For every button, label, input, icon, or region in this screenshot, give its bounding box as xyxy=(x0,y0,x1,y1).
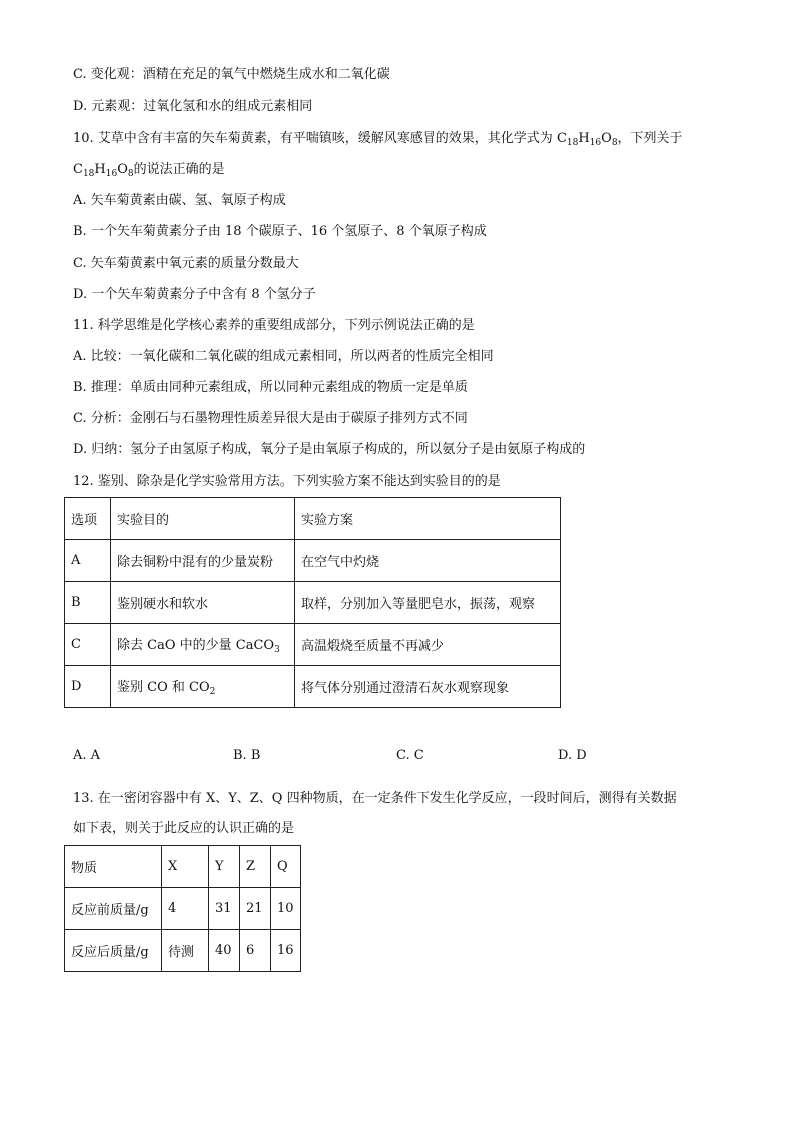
table-cell: D xyxy=(65,666,111,708)
table-row xyxy=(65,888,301,930)
table-header-cell: 物质 xyxy=(65,846,162,888)
table-cell: 反应前质量/g xyxy=(65,888,162,930)
q11-stem: 11. 科学思维是化学核心素养的重要组成部分，下列示例说法正确的是 xyxy=(73,318,475,333)
cell-text: 鉴别 CO 和 CO xyxy=(117,680,210,695)
q13-stem-line2: 如下表，则关于此反应的认识正确的是 xyxy=(73,821,295,836)
table-row xyxy=(65,624,561,666)
table-header-row xyxy=(65,498,561,540)
table-cell: 反应后质量/g xyxy=(65,930,162,972)
table-header-cell: Y xyxy=(209,846,240,888)
table-row xyxy=(65,582,561,624)
table-cell: B xyxy=(65,582,111,624)
table-cell: 16 xyxy=(271,930,301,972)
cell-text: 除去 CaO 中的少量 CaCO xyxy=(117,638,275,653)
table-cell: 除去铜粉中混有的少量炭粉 xyxy=(111,540,295,582)
table-header-cell: Q xyxy=(271,846,301,888)
table-header-cell: Z xyxy=(240,846,271,888)
q10-stem-post: ，下列关于 xyxy=(617,131,683,146)
table-cell xyxy=(111,666,295,708)
prev-option-d: D. 元素观：过氧化氢和水的组成元素相同 xyxy=(73,99,313,114)
q10-stem-text: 10. 艾草中含有丰富的矢车菊黄素，有平喘镇咳，缓解风寒感冒的效果，其化学式为 C xyxy=(73,131,567,146)
table-header-cell: 实验目的 xyxy=(111,498,295,540)
q12-answer-a: A. A xyxy=(73,748,101,763)
table-cell: 将气体分别通过澄清石灰水观察现象 xyxy=(295,666,561,708)
table-cell: 高温煅烧至质量不再减少 xyxy=(295,624,561,666)
prev-option-c: C. 变化观：酒精在充足的氧气中燃烧生成水和二氧化碳 xyxy=(73,67,390,82)
table-header-row xyxy=(65,846,301,888)
q10-formula2-sub-o: 8 xyxy=(127,169,134,179)
q10-formula-sub-o: 8 xyxy=(611,138,618,148)
table-cell: 21 xyxy=(240,888,271,930)
q10-formula2-sub-h: 16 xyxy=(105,169,118,179)
q13-table xyxy=(64,845,301,972)
table-cell: 10 xyxy=(271,888,301,930)
q12-table xyxy=(64,497,561,708)
q10-formula-h: H xyxy=(578,131,590,146)
table-row xyxy=(65,540,561,582)
table-cell: 4 xyxy=(162,888,209,930)
table-cell: C xyxy=(65,624,111,666)
q12-answer-d: D. D xyxy=(558,748,587,763)
table-header-cell: 选项 xyxy=(65,498,111,540)
q10-formula2-o: O xyxy=(117,162,128,177)
q10-formula-sub-c: 18 xyxy=(566,138,579,148)
subscript: 2 xyxy=(209,687,216,697)
subscript: 3 xyxy=(274,645,280,655)
table-cell: 40 xyxy=(209,930,240,972)
q12-answer-c: C. C xyxy=(396,748,424,763)
table-cell: 在空气中灼烧 xyxy=(295,540,561,582)
q10-option-c: C. 矢车菊黄素中氧元素的质量分数最大 xyxy=(73,256,299,271)
q10-stem-line2-text: 的说法正确的是 xyxy=(133,162,225,177)
q10-formula-o: O xyxy=(601,131,612,146)
q10-option-d: D. 一个矢车菊黄素分子中含有 8 个氢分子 xyxy=(73,287,316,302)
table-cell: 31 xyxy=(209,888,240,930)
table-cell: 鉴别硬水和软水 xyxy=(111,582,295,624)
table-cell: 取样，分别加入等量肥皂水，振荡，观察 xyxy=(295,582,561,624)
table-row xyxy=(65,666,561,708)
q10-formula2-sub-c: 18 xyxy=(82,169,95,179)
table-cell: 6 xyxy=(240,930,271,972)
q11-option-d: D. 归纳：氢分子由氢原子构成，氧分子是由氧原子构成的，所以氨分子是由氨原子构成的 xyxy=(73,442,586,457)
q11-option-b: B. 推理：单质由同种元素组成，所以同种元素组成的物质一定是单质 xyxy=(73,380,468,395)
q12-stem: 12. 鉴别、除杂是化学实验常用方法。下列实验方案不能达到实验目的的是 xyxy=(73,474,501,489)
table-cell xyxy=(111,624,295,666)
q10-stem-line2: $C_{18}H_{16}O_8$的说法正确的是 xyxy=(73,162,225,179)
table-header-cell: X xyxy=(162,846,209,888)
table-cell: A xyxy=(65,540,111,582)
q13-stem-line1: 13. 在一密闭容器中有 X、Y、Z、Q 四种物质，在一定条件下发生化学反应，一段时间后，测得有关数据 xyxy=(73,791,677,806)
q11-option-a: A. 比较：一氧化碳和二氧化碳的组成元素相同，所以两者的性质完全相同 xyxy=(73,349,494,364)
table-row xyxy=(65,930,301,972)
table-header-cell: 实验方案 xyxy=(295,498,561,540)
q11-option-c: C. 分析：金刚石与石墨物理性质差异很大是由于碳原子排列方式不同 xyxy=(73,411,468,426)
q10-formula-sub-h: 16 xyxy=(589,138,602,148)
q10-formula2-h: H xyxy=(94,162,106,177)
q10-stem-line1 xyxy=(73,129,683,153)
table-cell: 待测 xyxy=(162,930,209,972)
q10-option-a: A. 矢车菊黄素由碳、氢、氧原子构成 xyxy=(73,193,286,208)
q10-option-b: B. 一个矢车菊黄素分子由 18 个碳原子、16 个氢原子、8 个氧原子构成 xyxy=(73,224,487,239)
q12-answer-b: B. B xyxy=(233,748,261,763)
